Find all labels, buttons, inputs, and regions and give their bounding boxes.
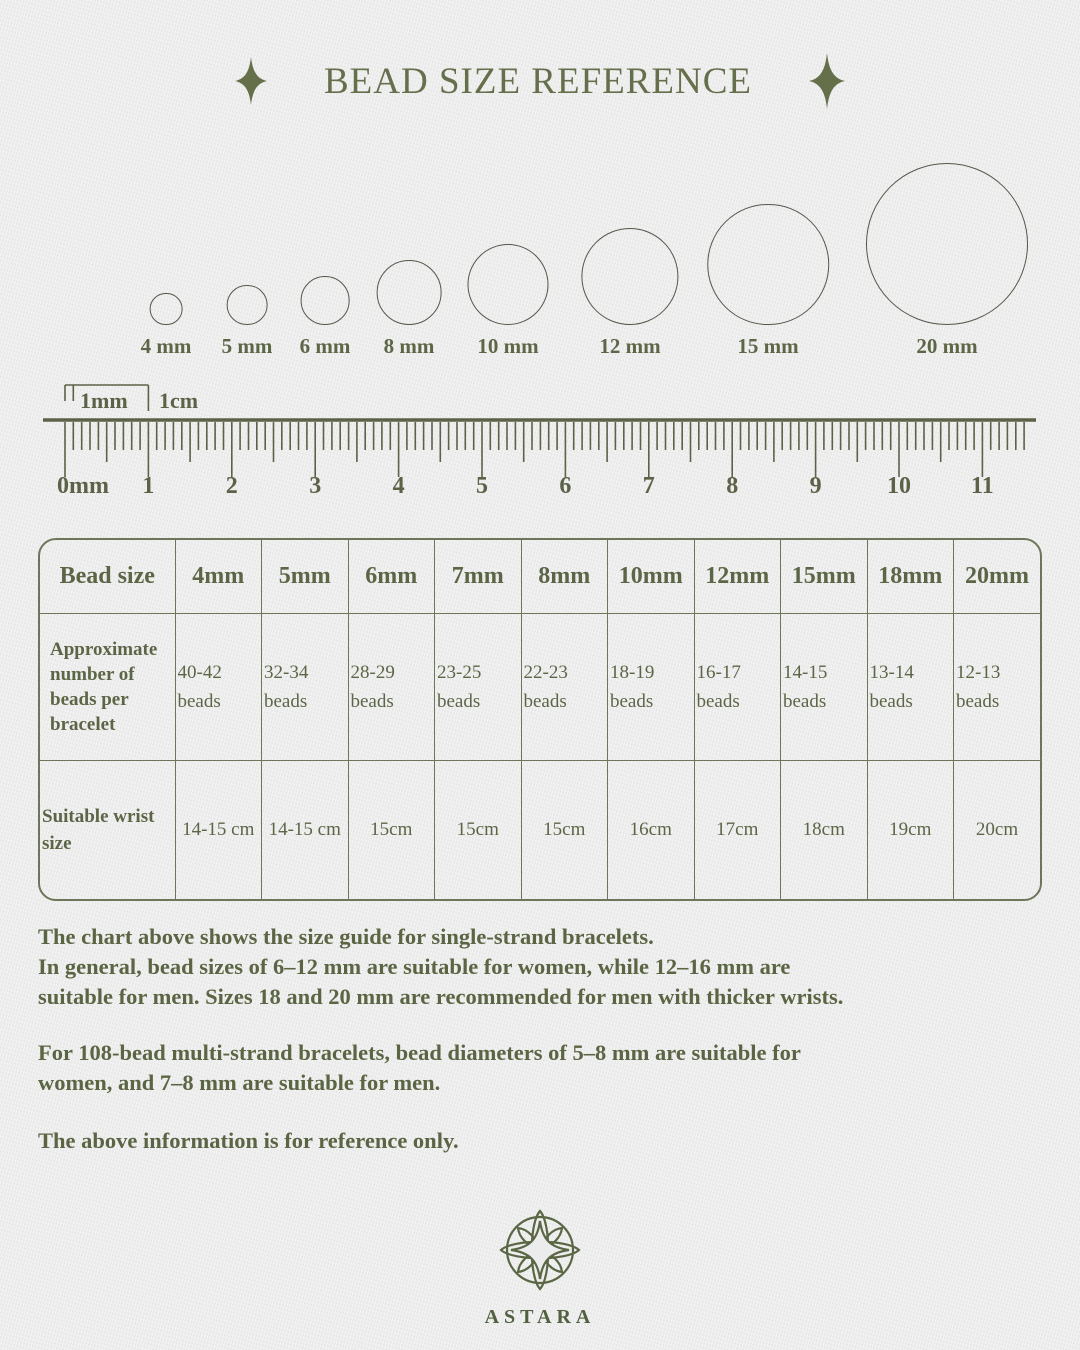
ruler-cm-label: 8 [726,473,739,499]
table-cell: 15cm [521,760,608,899]
sparkle-left-icon [230,56,272,106]
ruler-cm-label: 7 [642,473,655,499]
table-cell: 15cm [435,760,522,899]
note-single-strand [38,922,843,1012]
bead-item [707,204,829,361]
page-title: BEAD SIZE REFERENCE [323,60,753,102]
bead-label: 6 mm [299,334,351,358]
table-cell: 13-14 beads [867,613,954,760]
note-line: For 108-bead multi-strand bracelets, bead diameters of 5–8 mm are suitable for [38,1040,801,1065]
table-cell: 32-34 beads [262,613,349,760]
bead-circle [301,276,350,325]
row-header: Approximate number of beads per bracelet [40,613,175,760]
note-line: In general, bead sizes of 6–12 mm are suitable for women, while 12–16 mm are [38,954,791,979]
col-header: 8mm [521,540,608,613]
note-line: The chart above shows the size guide for single-strand bracelets. [38,924,654,949]
table-cell: 15cm [348,760,435,899]
ruler-cm-label: 1 [142,473,155,499]
bead-label: 8 mm [383,334,435,358]
table-cell: 28-29 beads [348,613,435,760]
table-cell: 19cm [867,760,954,899]
ruler-cm-label: 2 [225,473,238,499]
table-cell: 17cm [694,760,781,899]
note-disclaimer [38,1126,459,1156]
ruler-cm-label: 6 [559,473,572,499]
sparkle-right-icon [804,52,850,110]
bead-label: 12 mm [599,334,661,358]
title-row [0,52,1080,110]
bead-label: 15 mm [737,334,799,358]
bead-item [141,293,192,360]
ruler-legend-cm: 1cm [159,388,199,413]
bead-label: 5 mm [221,334,273,358]
bead-item [300,276,351,360]
note-line: suitable for men. Sizes 18 and 20 mm are recommended for men with thicker wrists. [38,984,844,1009]
bead-item [222,285,273,361]
brand-name: ASTARA [484,1306,596,1328]
table-cell: 18-19 beads [608,613,695,760]
table-cell: 22-23 beads [521,613,608,760]
ruler-cm-label: 11 [971,473,994,499]
col-header: 20mm [954,540,1041,613]
bead-circle [227,285,268,326]
ruler-cm-label: 9 [809,473,822,499]
col-header: 4mm [175,540,262,613]
table-cell: 14-15 cm [175,760,262,899]
brand-footer [0,1206,1080,1329]
col-header: 15mm [781,540,868,613]
ruler-cm-label: 4 [392,473,405,499]
table-cell: 16cm [608,760,695,899]
bead-circle [707,204,829,326]
bead-label: 20 mm [916,334,978,358]
ruler-cm-label: 3 [309,473,322,499]
note-line: women, and 7–8 mm are suitable for men. [38,1070,441,1095]
col-header: 7mm [435,540,522,613]
size-table [40,540,1040,899]
bead-label: 10 mm [477,334,539,358]
note-line: The above information is for reference only. [38,1128,459,1153]
table-cell: 20cm [975,819,1019,841]
bead-circle [150,293,182,325]
table-cell: 12-13 beads [954,613,1041,760]
ruler-cm-label: 5 [476,473,488,499]
ruler-cm-label: 10 [887,473,911,499]
table-cell: 16-17 beads [694,613,781,760]
table-cell: 40-42 beads [175,613,262,760]
ruler [0,375,1080,510]
row-header: Suitable wrist size [40,760,175,899]
bead-item [377,260,442,360]
table-cell: 14-15 beads [781,613,868,760]
table-cell: 23-25 beads [435,613,522,760]
ruler-svg [0,375,1080,510]
col-header: 10mm [608,540,695,613]
col-header: 12mm [694,540,781,613]
col-header: 6mm [348,540,435,613]
col-header: 18mm [867,540,954,613]
astara-logo-icon [496,1206,584,1294]
bead-size-diagram [0,148,1080,360]
ruler-zero-label: 0mm [57,473,109,499]
col-header-bead-size: Bead size [40,540,175,613]
bead-circle [468,244,549,325]
note-multi-strand [38,1038,801,1098]
bead-item [468,244,549,360]
bead-item [866,163,1028,360]
size-table-wrap [38,538,1042,901]
bead-circle [866,163,1028,325]
table-cell: 18cm [781,760,868,899]
bead-circle [377,260,442,325]
bead-item [581,228,678,360]
bead-circle [581,228,678,325]
table-cell: 14-15 cm [262,760,349,899]
ruler-legend-mm: 1mm [80,388,128,413]
col-header: 5mm [262,540,349,613]
bead-label: 4 mm [140,334,192,358]
